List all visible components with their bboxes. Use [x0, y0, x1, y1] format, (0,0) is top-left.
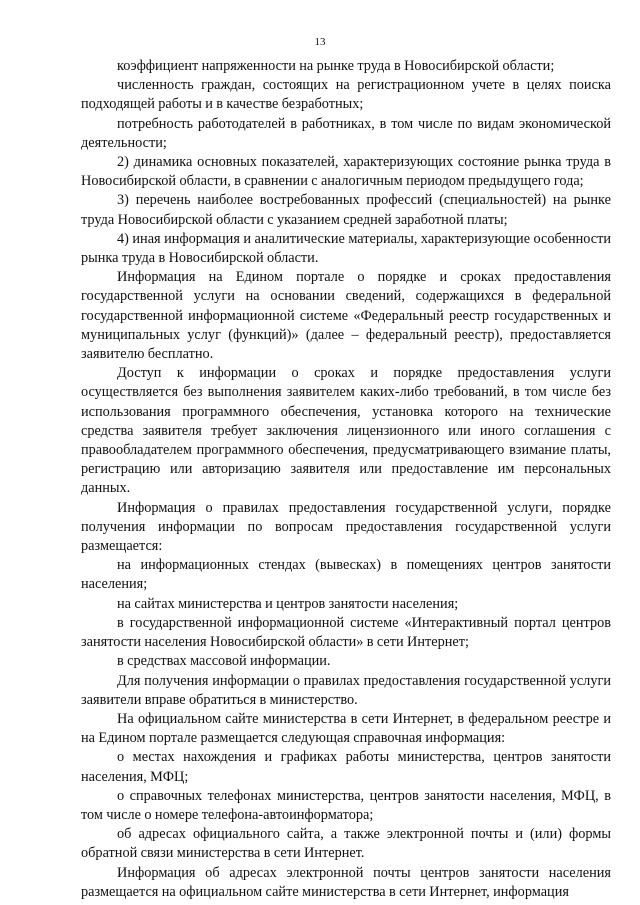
paragraph: о местах нахождения и графиках работы министерства, центров занятости населения, МФЦ; [81, 749, 611, 785]
paragraph: потребность работодателей в работниках, в том числе по видам экономической деятельности; [81, 115, 611, 151]
paragraph: Для получения информации о правилах предоставления государственной услуги заявители вправе обратиться в министерство. [81, 672, 611, 708]
paragraph: об адресах официального сайта, а также электронной почты и (или) формы обратной связи министерства в сети Интернет. [81, 826, 611, 862]
paragraph: на сайтах министерства и центров занятости населения; [117, 595, 459, 612]
paragraph: 2) динамика основных показателей, характеризующих состояние рынка труда в Новосибирской области, в сравнении с аналогичным периодом предыдущего года; [81, 154, 611, 190]
paragraph: на информационных стендах (вывесках) в помещениях центров занятости населения; [81, 557, 611, 593]
paragraph: Информация о правилах предоставления государственной услуги, порядке получения информации по вопросам предоставления государственной услуги размещается: [81, 499, 611, 555]
paragraph: коэффициент напряженности на рынке труда в Новосибирской области; [117, 58, 555, 74]
paragraph: Доступ к информации о сроках и порядке предоставления услуги осуществляется без выполнения заявителем каких-либо требований, в том числе без использования программного обеспечения, установка которого на технические средства заявителя требует заключения лицензионного или иного соглашения с правообладателем программного обеспечения, предусматривающего взимание платы, регистрацию или авторизацию заявителя или предоставление им персональных данных. [81, 365, 611, 497]
page-number: 13 [314, 36, 326, 48]
paragraph: о справочных телефонах министерства, центров занятости населения, МФЦ, в том числе о номере телефона-автоинформатора; [81, 787, 611, 823]
paragraph: в государственной информационной системе «Интерактивный портал центров занятости населения Новосибирской области» в сети Интернет; [81, 614, 611, 651]
document-body [81, 57, 611, 902]
paragraph: в средствах массовой информации. [117, 653, 331, 670]
paragraph: Информация об адресах электронной почты центров занятости населения размещается на официальном сайте министерства в сети Интернет, информация [81, 864, 611, 900]
paragraph: 3) перечень наиболее востребованных профессий (специальностей) на рынке труда Новосибирской области с указанием средней заработной платы; [81, 192, 611, 228]
paragraph: численность граждан, состоящих на регистрационном учете в целях поиска подходящей работы и в качестве безработных; [81, 77, 611, 113]
paragraph: Информация на Едином портале о порядке и сроках предоставления государственной услуги на основании сведений, содержащихся в федеральной государственной информационной системе «Федеральный реестр государственных и муниципальных услуг (функций)» (далее – федеральный реестр), предоставляется заявителю бесплатно. [81, 269, 611, 363]
paragraph: На официальном сайте министерства в сети Интернет, в федеральном реестре и на Едином портале размещается следующая справочная информация: [81, 710, 611, 747]
paragraph: 4) иная информация и аналитические материалы, характеризующие особенности рынка труда в Новосибирской области. [81, 230, 611, 267]
